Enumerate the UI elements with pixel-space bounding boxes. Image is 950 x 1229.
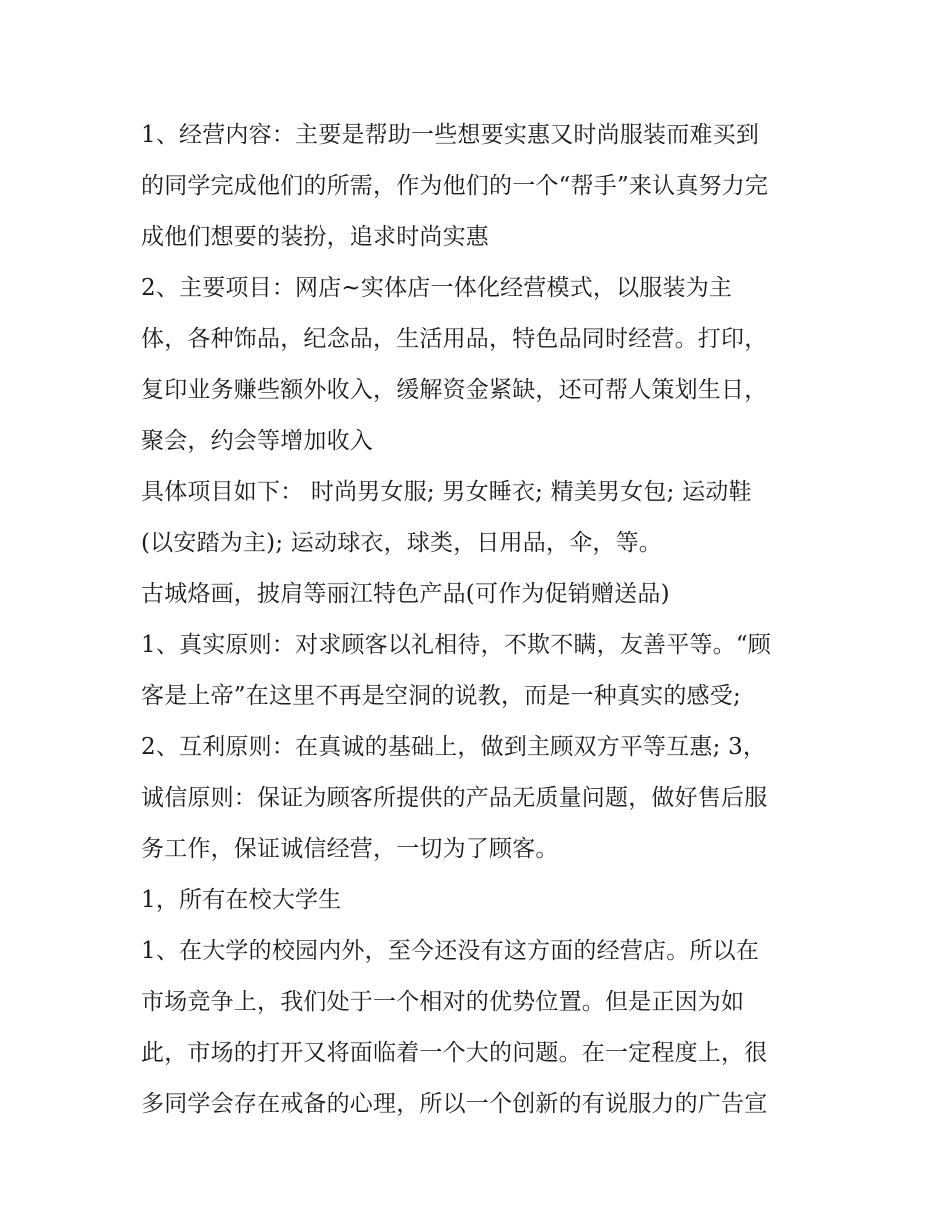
text-line: 聚会，约会等增加收入 — [141, 428, 373, 454]
text-line: 1、在大学的校园内外，至今还没有这方面的经营店。所以在 — [141, 938, 760, 964]
text-line: 2、主要项目：网店~实体店一体化经营模式，以服装为主 — [141, 275, 733, 301]
text-line: 体，各种饰品，纪念品，生活用品，特色品同时经营。打印， — [141, 326, 768, 352]
text-line: 成他们想要的装扮，追求时尚实惠 — [141, 224, 489, 250]
text-line: 具体项目如下： 时尚男女服; 男女睡衣; 精美男女包; 运动鞋 — [141, 479, 752, 505]
text-line: 此，市场的打开又将面临着一个大的问题。在一定程度上，很 — [141, 1040, 768, 1066]
text-line: 务工作，保证诚信经营，一切为了顾客。 — [141, 836, 559, 862]
text-line: 的同学完成他们的所需，作为他们的一个“帮手”来认真努力完 — [141, 173, 769, 199]
text-line: 1、经营内容：主要是帮助一些想要实惠又时尚服装而难买到 — [141, 122, 760, 148]
text-line: 客是上帝”在这里不再是空洞的说教，而是一种真实的感受; — [141, 683, 741, 709]
document-body — [141, 110, 841, 1130]
text-line: 1、真实原则：对求顾客以礼相待，不欺不瞒，友善平等。“顾 — [141, 632, 771, 658]
text-line: 市场竞争上，我们处于一个相对的优势位置。但是正因为如 — [141, 989, 745, 1015]
text-line: 多同学会存在戒备的心理，所以一个创新的有说服力的广告宣 — [141, 1091, 768, 1117]
text-line: 2、互利原则：在真诚的基础上，做到主顾双方平等互惠; 3， — [141, 734, 767, 760]
text-line: (以安踏为主); 运动球衣，球类，日用品，伞，等。 — [141, 530, 663, 556]
text-line: 古城烙画，披肩等丽江特色产品(可作为促销赠送品) — [141, 581, 670, 607]
text-line: 复印业务赚些额外收入，缓解资金紧缺，还可帮人策划生日， — [141, 377, 768, 403]
text-line: 1，所有在校大学生 — [141, 887, 342, 913]
text-line: 诚信原则：保证为顾客所提供的产品无质量问题，做好售后服 — [141, 785, 768, 811]
